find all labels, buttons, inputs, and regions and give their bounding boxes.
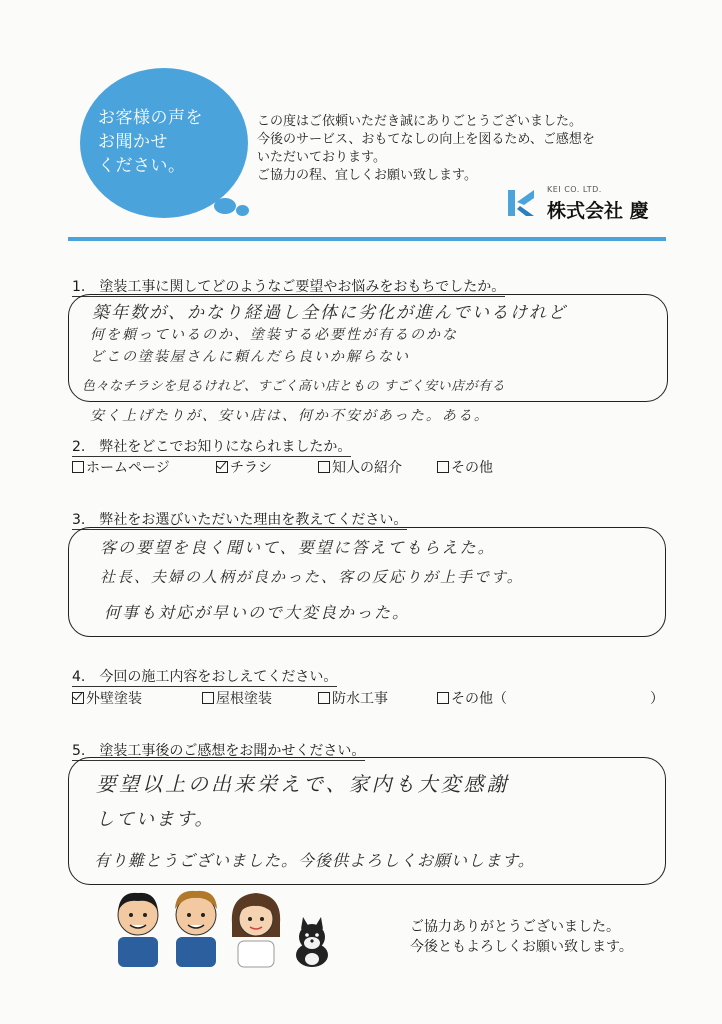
bubble-dot <box>236 205 249 216</box>
company-sub-name: KEI CO. LTD. <box>547 185 602 194</box>
option-exterior-wall[interactable] <box>72 688 142 708</box>
option-label: チラシ <box>230 460 272 476</box>
option-other[interactable] <box>437 688 507 708</box>
bubble-line: ください。 <box>98 156 186 176</box>
answer-5-line: 要望以上の出来栄えで、家内も大変感謝 <box>96 772 510 796</box>
intro-text <box>257 113 677 185</box>
answer-5-line: しています。 <box>96 809 215 830</box>
option-label: 防水工事 <box>332 691 388 707</box>
option-label: 外壁塗装 <box>86 691 142 707</box>
bubble-dot <box>214 198 236 214</box>
closing-line: ご協力ありがとうございました。 <box>410 919 620 935</box>
checkbox[interactable] <box>318 692 330 704</box>
option-label: その他 <box>451 460 493 476</box>
option-label: 知人の紹介 <box>332 460 402 476</box>
intro-line: この度はご依頼いただき誠にありごとうございました。 <box>257 114 583 129</box>
checkbox[interactable] <box>318 461 330 473</box>
option-label: 屋根塗装 <box>216 691 272 707</box>
option-label: ホームページ <box>86 460 170 476</box>
question-1 <box>72 276 505 296</box>
intro-line: ご協力の程、宜しくお願い致します。 <box>257 168 477 183</box>
bubble-line: お客様の声を <box>98 108 203 128</box>
intro-line: 今後のサービス、おもてなしの向上を図るため、ご感想を <box>257 132 595 147</box>
answer-3-line: 社長、夫婦の人柄が良かった、客の反応りが上手です。 <box>100 568 524 586</box>
question-3 <box>72 509 407 529</box>
answer-1-line: 色々なチラシを見るけれど、すごく高い店ともの すごく安い店が有る <box>82 379 506 394</box>
answer-1-line: 築年数が、かなり経過し全体に劣化が進んでいるけれど <box>92 303 567 323</box>
man-avatar-icon <box>118 893 158 967</box>
option-roof[interactable] <box>202 688 272 708</box>
header-divider <box>68 237 666 241</box>
company-logo-icon <box>506 186 538 218</box>
company-name: 株式会社 慶 <box>547 200 649 222</box>
answer-1-line: 安く上げたりが、安い店は、何か不安があった。ある。 <box>90 408 490 424</box>
question-2-label: 2. 弊社をどこでお知りになられましたか。 <box>72 439 352 455</box>
question-5-label: 5. 塗装工事後のご感想をお聞かせください。 <box>72 743 366 759</box>
answer-3-line: 客の要望を良く聞いて、要望に答えてもらえた。 <box>100 538 496 557</box>
option-homepage[interactable] <box>72 457 170 477</box>
closing-line: 今後ともよろしくお願い致します。 <box>410 939 633 955</box>
staff-illustration <box>106 885 338 971</box>
checkbox[interactable] <box>202 692 214 704</box>
answer-3-line: 何事も対応が早いので大変良かった。 <box>104 603 411 622</box>
option-other-close: ） <box>650 691 664 707</box>
dog-icon <box>296 917 328 967</box>
checkbox[interactable] <box>437 692 449 704</box>
checkbox[interactable] <box>437 461 449 473</box>
option-waterproofing[interactable] <box>318 688 388 708</box>
answer-1-line: 何を頼っているのか、塗装する必要性が有るのかな <box>90 327 458 343</box>
bubble-title <box>98 106 238 178</box>
option-flyer[interactable] <box>216 457 272 477</box>
question-4 <box>72 666 337 686</box>
answer-1-line: どこの塗装屋さんに頼んだら良いか解らない <box>90 349 410 365</box>
man-avatar-icon <box>175 891 217 967</box>
question-2 <box>72 436 351 456</box>
option-referral[interactable] <box>318 457 402 477</box>
woman-avatar-icon <box>232 893 280 967</box>
question-4-label: 4. 今回の施工内容をおしえてください。 <box>72 669 338 685</box>
question-3-label: 3. 弊社をお選びいただいた理由を教えてください。 <box>72 512 408 528</box>
checkbox-checked[interactable] <box>216 461 228 473</box>
question-1-label: 1. 塗装工事に関してどのようなご要望やお悩みをおもちでしたか。 <box>72 279 506 295</box>
checkbox-checked[interactable] <box>72 692 84 704</box>
intro-line: いただいております。 <box>257 150 386 165</box>
checkbox[interactable] <box>72 461 84 473</box>
closing-message <box>410 917 633 957</box>
bubble-line: お聞かせ <box>98 132 168 152</box>
answer-5-line: 有り難とうございました。今後供よろしくお願いします。 <box>94 851 535 870</box>
option-label: その他（ <box>451 691 507 707</box>
option-other[interactable] <box>437 457 493 477</box>
